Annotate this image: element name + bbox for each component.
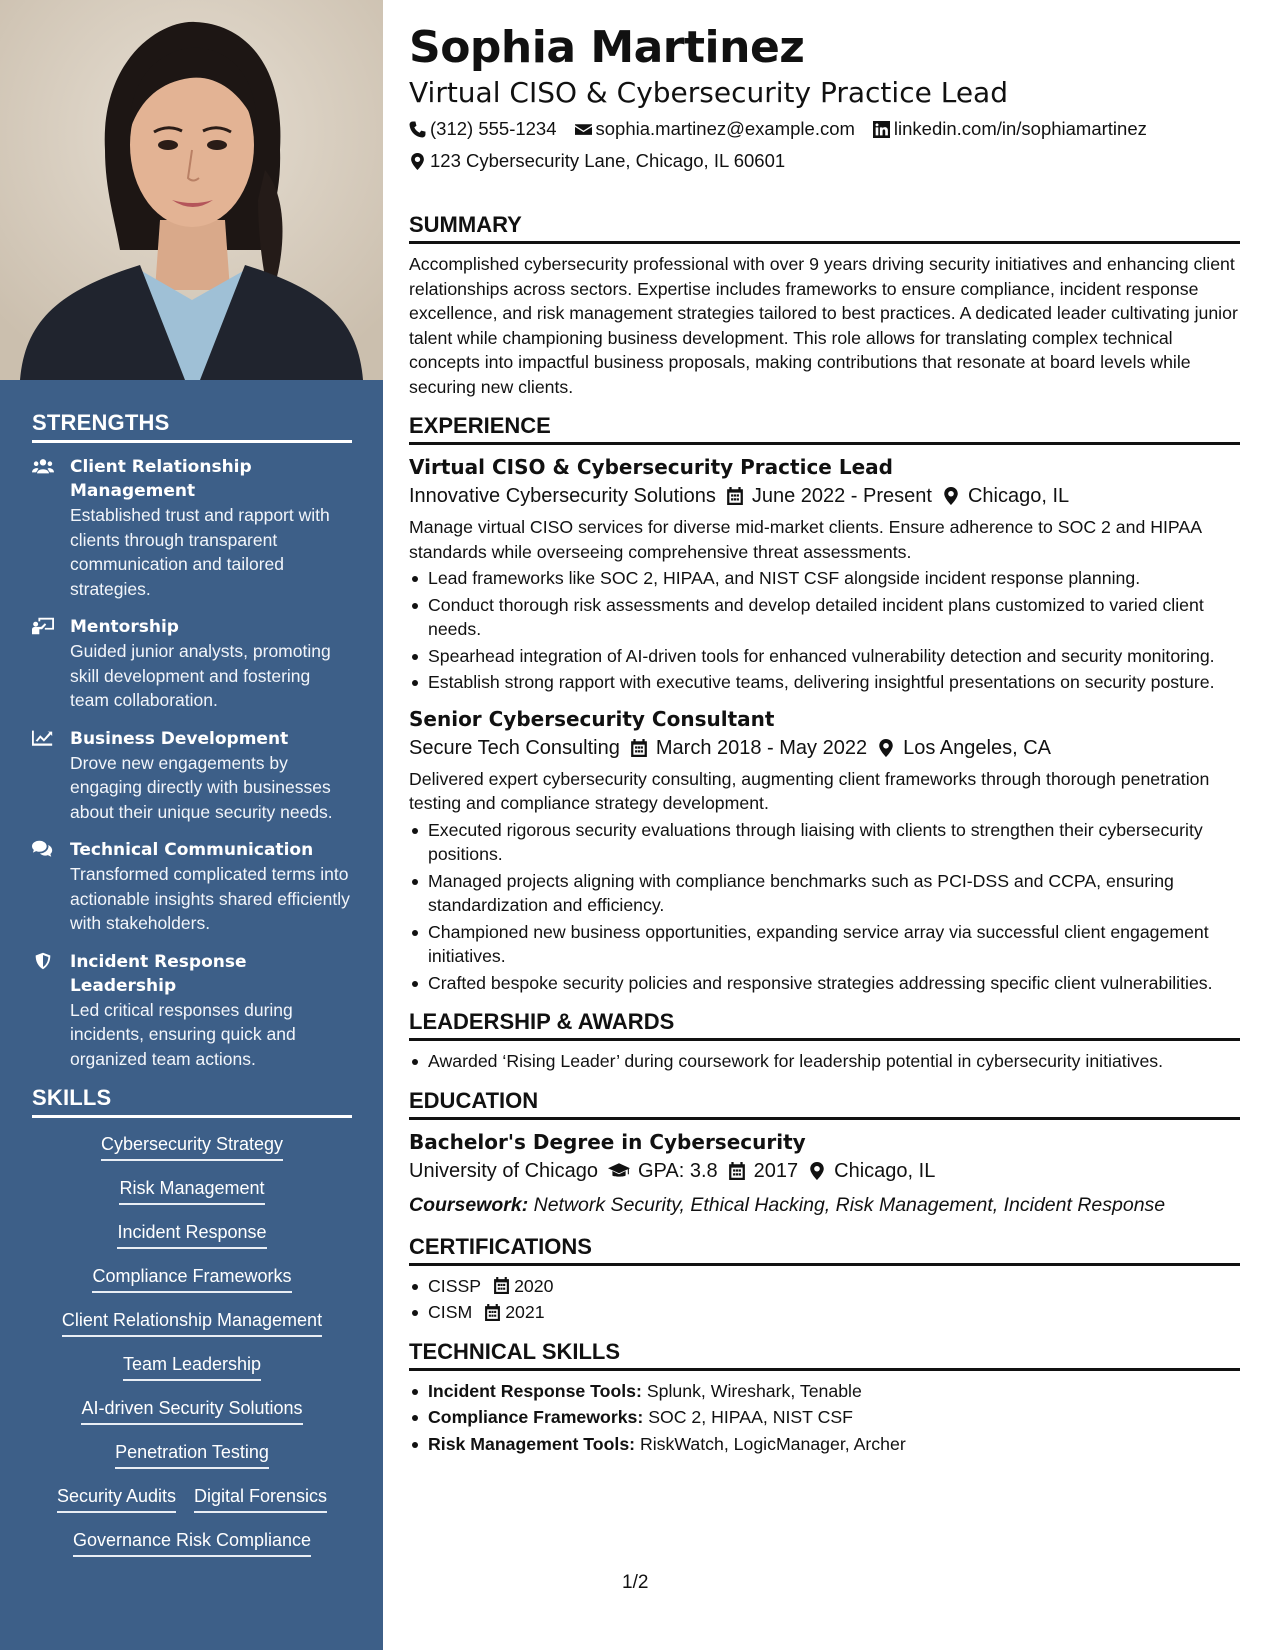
job-title: Virtual CISO & Cybersecurity Practice Lead bbox=[409, 455, 893, 479]
summary-text: Accomplished cybersecurity professional with over 9 years driving security initiatives and enhancing client relationships across sectors. Expertise includes frameworks to ensure compliance, incident response excellence, and risk management strategies tailored to best practices. A dedicated leader cultivating junior talent while championing business development. This role allows for translating complex technical concepts into impactful business proposals, making contributions that resonate at board levels while securing new clients. bbox=[409, 254, 1238, 397]
calendar-icon bbox=[493, 1277, 510, 1294]
certification-name: CISSP bbox=[428, 1275, 482, 1296]
contact-linkedin[interactable] bbox=[873, 118, 1147, 140]
skill-tag: Security Audits bbox=[57, 1484, 176, 1513]
strength-item bbox=[32, 950, 352, 1072]
graduation-year: 2017 bbox=[753, 1159, 799, 1182]
technical-skills-heading: TECHNICAL SKILLS bbox=[409, 1339, 1240, 1371]
calendar-icon bbox=[484, 1304, 501, 1321]
calendar-icon bbox=[728, 1162, 746, 1180]
education-location: Chicago, IL bbox=[834, 1159, 936, 1182]
technical-skill-value: Splunk, Wireshark, Tenable bbox=[646, 1380, 862, 1401]
technical-skill-label: Risk Management Tools: bbox=[428, 1433, 636, 1454]
bullet-item: Spearhead integration of AI-driven tools for enhanced vulnerability detection and security monitoring. bbox=[409, 644, 1240, 669]
skill-tag: Risk Management bbox=[119, 1176, 264, 1205]
bullet-item: Lead frameworks like SOC 2, HIPAA, and NIST CSF alongside incident response planning. bbox=[409, 566, 1240, 591]
certification-item bbox=[409, 1300, 1240, 1325]
contact-phone[interactable] bbox=[409, 118, 557, 140]
skills-list bbox=[32, 1132, 352, 1557]
coursework-list: Network Security, Ethical Hacking, Risk Management, Incident Response bbox=[533, 1193, 1166, 1216]
comments-icon bbox=[32, 838, 70, 936]
certification-name: CISM bbox=[428, 1302, 473, 1322]
bullet-item: Executed rigorous security evaluations through liaising with clients to strengthen their cybersecurity positions. bbox=[409, 818, 1240, 867]
calendar-icon bbox=[630, 739, 648, 757]
skill-tag: Penetration Testing bbox=[115, 1440, 269, 1469]
bullet-item: Conduct thorough risk assessments and develop detailed incident plans customized to varied client needs. bbox=[409, 593, 1240, 642]
summary-heading: SUMMARY bbox=[409, 212, 1240, 244]
job-summary: Manage virtual CISO services for diverse mid-market clients. Ensure adherence to SOC 2 and HIPAA standards while overseeing comprehensive threat assessments. bbox=[409, 517, 1202, 562]
email-text: sophia.martinez@example.com bbox=[595, 118, 855, 139]
main-content bbox=[409, 22, 1240, 1458]
strengths-heading: STRENGTHS bbox=[32, 410, 352, 443]
certification-year: 2021 bbox=[505, 1302, 545, 1322]
bullet-item: Establish strong rapport with executive teams, delivering insightful presentations on security posture. bbox=[409, 670, 1240, 695]
skill-tag: Client Relationship Management bbox=[62, 1308, 322, 1337]
job-company: Innovative Cybersecurity Solutions bbox=[409, 485, 716, 507]
address-text: 123 Cybersecurity Lane, Chicago, IL 60601 bbox=[430, 150, 786, 171]
contact-email[interactable] bbox=[575, 118, 855, 140]
job-dates: June 2022 - Present bbox=[751, 485, 932, 507]
experience-section bbox=[409, 413, 1240, 995]
strength-item bbox=[32, 455, 352, 601]
awards-heading: LEADERSHIP & AWARDS bbox=[409, 1009, 1240, 1041]
technical-skill-value: RiskWatch, LogicManager, Archer bbox=[639, 1433, 906, 1454]
job-bullets bbox=[409, 818, 1240, 996]
job-entry bbox=[409, 705, 1240, 996]
skill-tag: Incident Response bbox=[117, 1220, 266, 1249]
person-name: Sophia Martinez bbox=[409, 22, 805, 73]
chart-line-icon bbox=[32, 727, 70, 825]
presentation-icon bbox=[32, 615, 70, 713]
education-section bbox=[409, 1088, 1240, 1220]
technical-skills-list bbox=[409, 1379, 1240, 1457]
gpa: GPA: 3.8 bbox=[637, 1159, 718, 1182]
sidebar bbox=[0, 0, 383, 1650]
job-bullets bbox=[409, 566, 1240, 695]
skills-heading: SKILLS bbox=[32, 1085, 352, 1118]
technical-skill-label: Compliance Frameworks: bbox=[428, 1407, 644, 1427]
strengths-list bbox=[32, 455, 352, 1071]
bullet-item: Managed projects aligning with compliance benchmarks such as PCI-DSS and CCPA, ensuring standardization and efficiency. bbox=[409, 869, 1240, 918]
strength-description: Guided junior analysts, promoting skill development and fostering team collaboration. bbox=[70, 641, 331, 710]
job-location: Chicago, IL bbox=[967, 485, 1070, 507]
strength-title: Incident Response Leadership bbox=[70, 951, 247, 996]
strength-item bbox=[32, 727, 352, 825]
strength-description: Established trust and rapport with clients through transparent communication and tailored strategies. bbox=[70, 505, 330, 599]
map-marker-icon bbox=[808, 1162, 826, 1180]
certifications-list bbox=[409, 1274, 1240, 1325]
envelope-icon bbox=[575, 121, 592, 138]
school: University of Chicago bbox=[409, 1159, 598, 1182]
skill-tag: Compliance Frameworks bbox=[92, 1264, 291, 1293]
strength-title: Mentorship bbox=[70, 617, 179, 637]
strength-title: Client Relationship Management bbox=[70, 457, 252, 501]
map-marker-icon bbox=[409, 153, 426, 170]
strength-description: Led critical responses during incidents, ensuring quick and organized team actions. bbox=[70, 999, 296, 1069]
skill-tag: AI-driven Security Solutions bbox=[81, 1396, 302, 1425]
bullet-item: Crafted bespoke security policies and responsive strategies addressing specific client vulnerabilities. bbox=[409, 971, 1240, 996]
linkedin-icon bbox=[873, 121, 890, 138]
coursework bbox=[409, 1190, 1240, 1220]
shield-icon bbox=[32, 950, 70, 1072]
job-dates: March 2018 - May 2022 bbox=[655, 736, 868, 759]
education-heading: EDUCATION bbox=[409, 1088, 1240, 1120]
job-location: Los Angeles, CA bbox=[903, 736, 1051, 759]
strength-description: Transformed complicated terms into actionable insights shared efficiently with stakeholders. bbox=[70, 864, 350, 933]
map-marker-icon bbox=[942, 487, 960, 505]
contact-info bbox=[409, 118, 1240, 172]
technical-skill-label: Incident Response Tools: bbox=[428, 1380, 642, 1401]
map-marker-icon bbox=[877, 739, 895, 757]
skill-tag: Digital Forensics bbox=[194, 1484, 327, 1513]
bullet-item: Championed new business opportunities, expanding service array via successful client engagement initiatives. bbox=[409, 920, 1240, 969]
job-summary: Delivered expert cybersecurity consulting, augmenting client frameworks through thorough penetration testing and compliance strategy development. bbox=[409, 768, 1210, 813]
technical-skill-item bbox=[409, 1405, 1240, 1430]
job-company: Secure Tech Consulting bbox=[409, 736, 620, 759]
sidebar-content bbox=[32, 410, 352, 1572]
award-item: Awarded ‘Rising Leader’ during coursework for leadership potential in cybersecurity initiatives. bbox=[409, 1049, 1240, 1074]
skill-tag: Cybersecurity Strategy bbox=[101, 1132, 283, 1161]
strength-item bbox=[32, 615, 352, 713]
skill-tag: Team Leadership bbox=[123, 1352, 261, 1381]
linkedin-text: linkedin.com/in/sophiamartinez bbox=[893, 118, 1147, 139]
job-entry bbox=[409, 453, 1240, 695]
contact-address bbox=[409, 150, 785, 172]
profile-photo bbox=[0, 0, 383, 380]
job-meta bbox=[409, 733, 1240, 763]
headline: Virtual CISO & Cybersecurity Practice Lead bbox=[409, 76, 1008, 109]
strength-title: Technical Communication bbox=[70, 840, 314, 860]
certifications-heading: CERTIFICATIONS bbox=[409, 1234, 1240, 1266]
page-indicator: 1/2 bbox=[622, 1572, 649, 1593]
phone-text: (312) 555-1234 bbox=[430, 118, 557, 139]
degree: Bachelor's Degree in Cybersecurity bbox=[409, 1129, 806, 1154]
awards-section bbox=[409, 1009, 1240, 1074]
graduation-cap-icon bbox=[608, 1162, 630, 1180]
education-meta bbox=[409, 1156, 1240, 1186]
strength-item bbox=[32, 838, 352, 936]
phone-icon bbox=[409, 121, 426, 138]
awards-list bbox=[409, 1049, 1240, 1074]
technical-skill-item bbox=[409, 1432, 1240, 1457]
summary-section bbox=[409, 212, 1240, 399]
job-title: Senior Cybersecurity Consultant bbox=[409, 706, 775, 731]
job-meta bbox=[409, 481, 1240, 511]
certifications-section bbox=[409, 1234, 1240, 1325]
strength-description: Drove new engagements by engaging directly with businesses about their unique security needs. bbox=[70, 752, 333, 822]
technical-skill-item bbox=[409, 1379, 1240, 1404]
strength-title: Business Development bbox=[70, 728, 289, 749]
coursework-label: Coursework: bbox=[409, 1193, 529, 1216]
certification-year: 2020 bbox=[514, 1275, 554, 1296]
calendar-icon bbox=[726, 487, 744, 505]
experience-heading: EXPERIENCE bbox=[409, 413, 1240, 445]
technical-skill-value: SOC 2, HIPAA, NIST CSF bbox=[648, 1407, 853, 1427]
technical-skills-section bbox=[409, 1339, 1240, 1457]
users-icon bbox=[32, 455, 70, 601]
certification-item bbox=[409, 1274, 1240, 1299]
skill-tag: Governance Risk Compliance bbox=[73, 1528, 311, 1557]
